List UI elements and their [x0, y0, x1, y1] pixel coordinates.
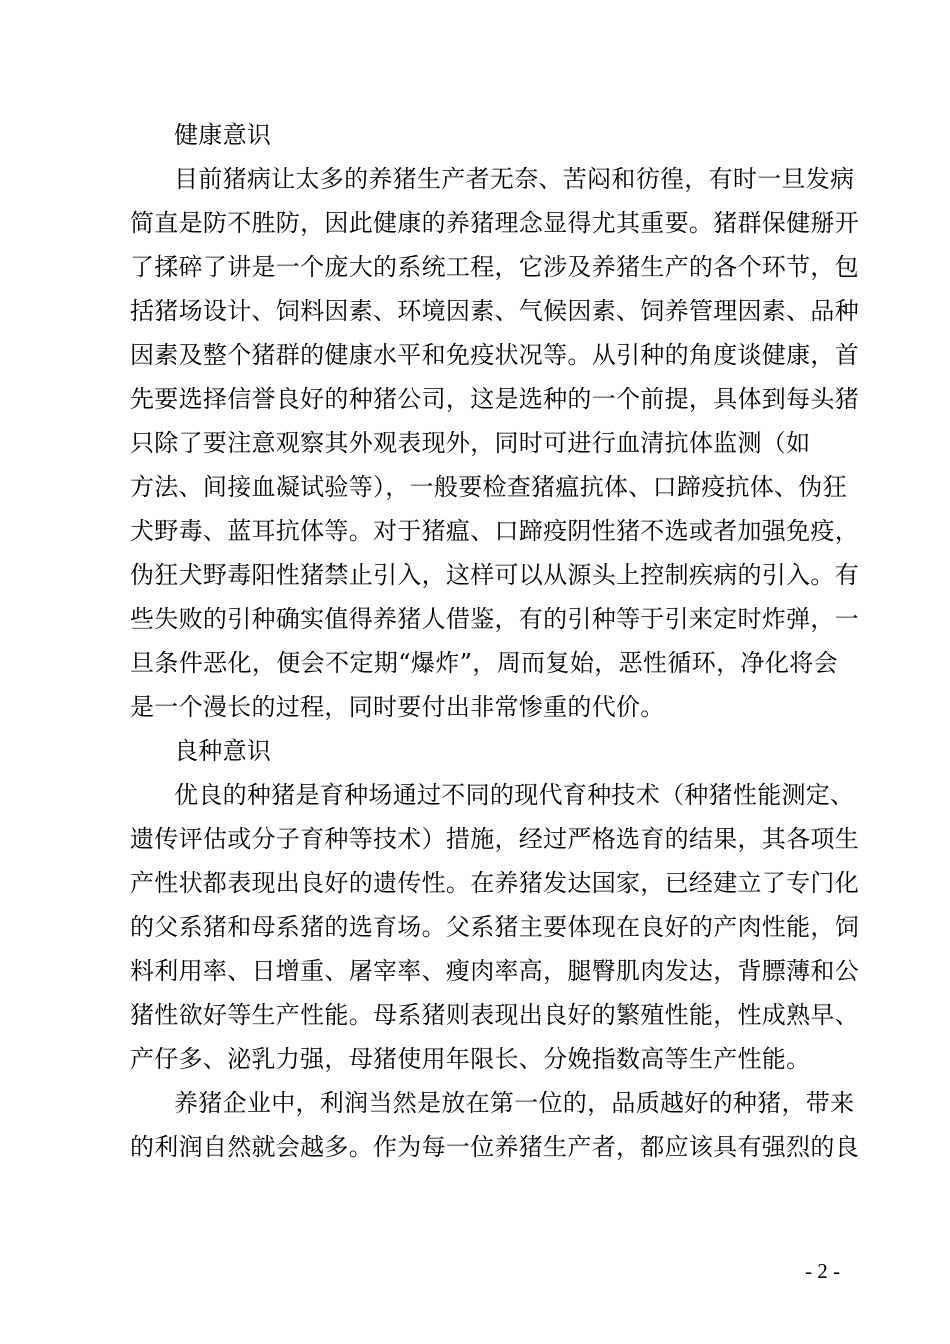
text-line: 的利润自然就会越多。作为每一位养猪生产者，都应该具有强烈的良: [130, 1133, 859, 1161]
text-line: 养猪企业中，利润当然是放在第一位的，品质越好的种猪，带来: [174, 1089, 855, 1117]
text-line: 括猪场设计、饲料因素、环境因素、气候因素、饲养管理因素、品种: [130, 297, 859, 325]
text-line: 了揉碎了讲是一个庞大的系统工程，它涉及养猪生产的各个环节，包: [130, 253, 859, 281]
text-line: 料利用率、日增重、屠宰率、瘦肉率高，腿臀肌肉发达，背膘薄和公: [130, 957, 859, 985]
text-line: 些失败的引种确实值得养猪人借鉴，有的引种等于引来定时炸弹，一: [130, 605, 859, 633]
text-line: 伪狂犬野毒阳性猪禁止引入，这样可以从源头上控制疾病的引入。有: [130, 561, 859, 589]
text-line: 产仔多、泌乳力强，母猪使用年限长、分娩指数高等生产性能。: [130, 1045, 811, 1073]
text-line: 健康意识: [174, 121, 272, 149]
text-line: 先要选择信誉良好的种猪公司，这是选种的一个前提，具体到每头猪: [130, 385, 859, 413]
text-line: 方法、间接血凝试验等），一般要检查猪瘟抗体、口蹄疫抗体、伪狂: [130, 473, 847, 501]
text-line: 良种意识: [174, 737, 272, 765]
text-line: 因素及整个猪群的健康水平和免疫状况等。从引种的角度谈健康，首: [130, 341, 859, 369]
document-body: [130, 113, 859, 1169]
text-line: 的父系猪和母系猪的选育场。父系猪主要体现在良好的产肉性能，饲: [130, 913, 859, 941]
text-line: 目前猪病让太多的养猪生产者无奈、苦闷和彷徨，有时一旦发病: [174, 165, 855, 193]
text-line: 犬野毒、蓝耳抗体等。对于猪瘟、口蹄疫阴性猪不选或者加强免疫，: [130, 517, 859, 545]
text-line: 优良的种猪是育种场通过不同的现代育种技术（种猪性能测定、: [174, 781, 855, 809]
text-line: 只除了要注意观察其外观表现外，同时可进行血清抗体监测（如: [130, 429, 811, 457]
text-line: 产性状都表现出良好的遗传性。在养猪发达国家，已经建立了专门化: [130, 869, 859, 897]
text-line: 简直是防不胜防，因此健康的养猪理念显得尤其重要。猪群保健掰开: [130, 209, 859, 237]
text-line: 猪性欲好等生产性能。母系猪则表现出良好的繁殖性能，性成熟早、: [130, 1001, 859, 1029]
page-number: - 2 -: [805, 1259, 840, 1283]
text-line: 旦条件恶化，便会不定期“爆炸”，周而复始，恶性循环，净化将会: [130, 649, 838, 677]
text-line: 是一个漫长的过程，同时要付出非常惨重的代价。: [130, 693, 665, 721]
text-line: 遗传评估或分子育种等技术）措施，经过严格选育的结果，其各项生: [130, 825, 859, 853]
